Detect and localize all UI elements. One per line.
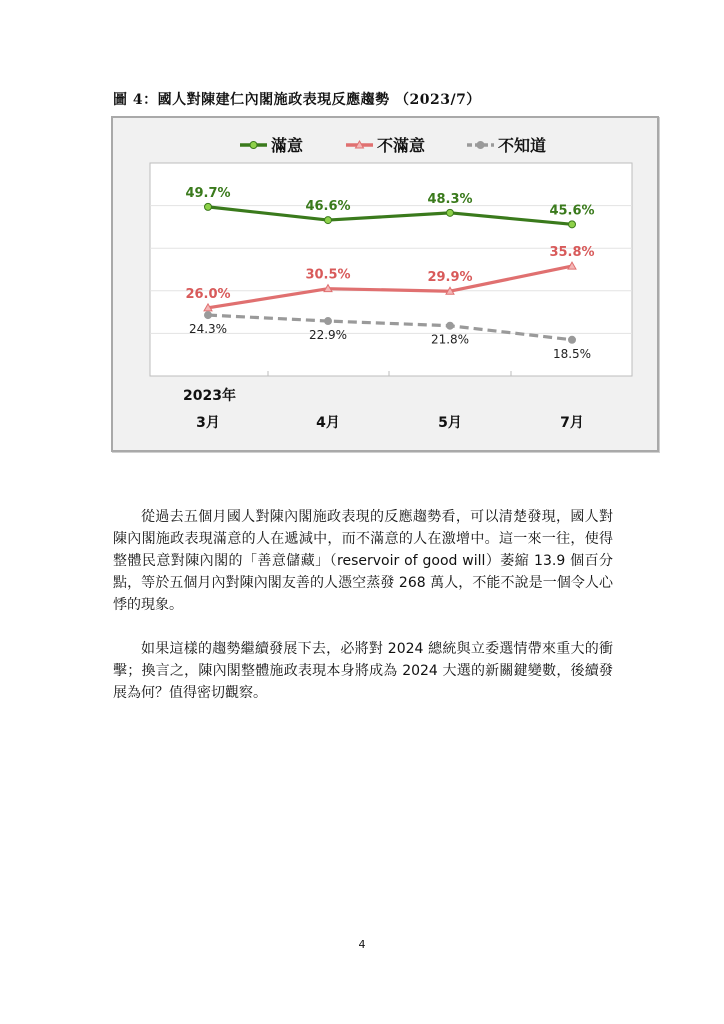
data-label: 46.6%: [305, 199, 351, 215]
data-label: 18.5%: [552, 346, 592, 361]
data-point: [205, 312, 212, 319]
data-label: 29.9%: [427, 270, 473, 286]
data-point: [325, 318, 332, 325]
data-label: 49.7%: [185, 185, 231, 201]
data-label: 30.5%: [305, 267, 351, 283]
data-point: [325, 217, 332, 224]
legend-label: 不滿意: [377, 136, 426, 155]
data-label: 24.3%: [188, 322, 228, 337]
body-paragraph-1: 從過去五個月國人對陳內閣施政表現的反應趨勢看，可以清楚發現，國人對陳內閣施政表現滿意的人在遞減中，而不滿意的人在激增中。這一來一往，使得整體民意對陳內閣的「善意儲藏」（reservoir of good will）萎縮 13.9 個百分點，等於五個月內對陳內閣友善的人憑空蒸發 268 萬人，不能不說是一個令人心悸的現象。: [113, 509, 613, 613]
legend-marker: [250, 142, 257, 149]
data-label: 21.8%: [430, 332, 470, 347]
x-tick-label: 7月: [560, 415, 584, 431]
data-label: 35.8%: [549, 245, 595, 261]
data-point: [569, 336, 576, 343]
data-point: [447, 322, 454, 329]
data-point: [447, 209, 454, 216]
data-label: 45.6%: [549, 203, 595, 219]
chart-frame: [111, 116, 659, 452]
data-point: [205, 203, 212, 210]
legend-label: 滿意: [271, 136, 304, 155]
data-label: 22.9%: [308, 328, 348, 343]
x-tick-label: 3月: [196, 415, 220, 431]
body-paragraph-2: 如果這樣的趨勢繼續發展下去，必將對 2024 總統與立委選情帶來重大的衝擊；換言之，陳內閣整體施政表現本身將成為 2024 大選的新關鍵變數，後續發展為何？值得密切觀察。: [113, 641, 613, 701]
year-label: 2023年: [183, 388, 236, 404]
data-point: [569, 221, 576, 228]
line-chart: [113, 118, 657, 450]
x-tick-label: 5月: [438, 415, 462, 431]
data-label: 26.0%: [185, 286, 231, 302]
legend-marker: [477, 142, 484, 149]
data-label: 48.3%: [427, 191, 473, 207]
x-tick-label: 4月: [316, 415, 340, 431]
figure-title: 圖 4：國人對陳建仁內閣施政表現反應趨勢 （2023/7）: [113, 92, 481, 108]
legend-label: 不知道: [498, 136, 547, 155]
page-number: 4: [358, 938, 366, 951]
